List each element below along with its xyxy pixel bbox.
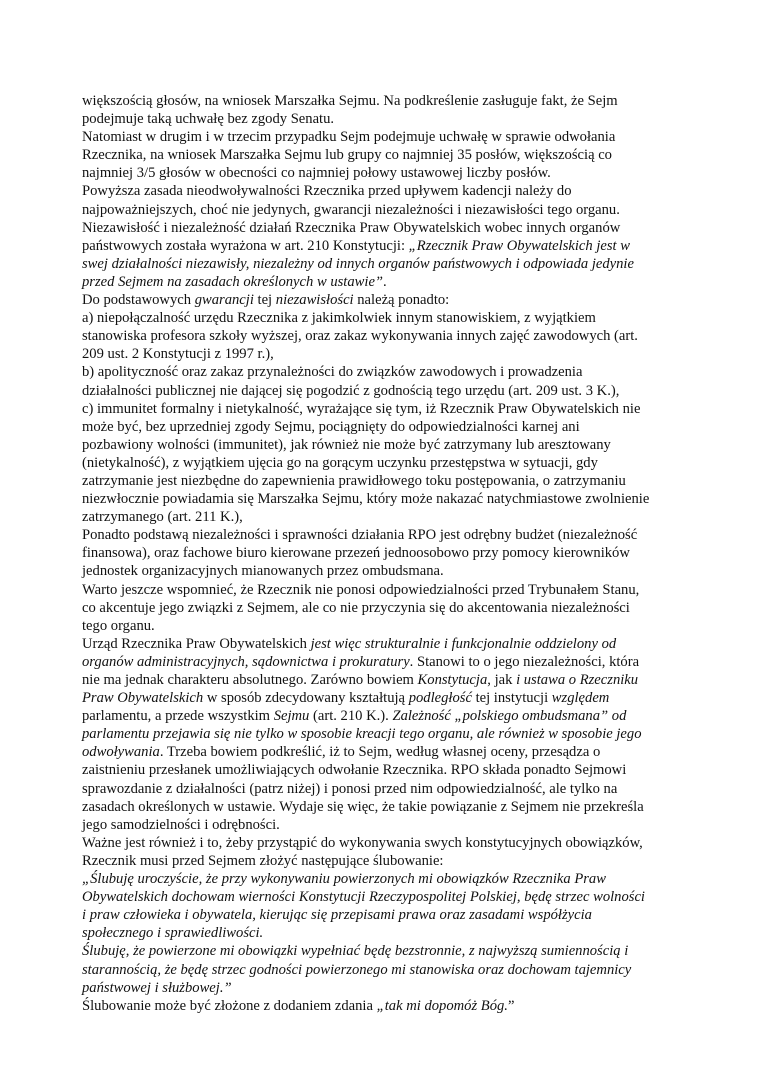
text-line <box>82 906 680 924</box>
text-run: Rzecznik musi przed Sejmem złożyć następujące ślubowanie: <box>82 852 444 869</box>
text-line <box>82 128 680 146</box>
text-run: tego organu. <box>82 617 155 634</box>
text-run: Ślubowanie może być złożone z dodaniem zdania <box>82 997 377 1014</box>
text-run: Rzecznika, na wniosek Marszałka Sejmu lub grupy co najmniej 35 posłów, większością co <box>82 147 612 164</box>
text-run: Powyższa zasada nieodwoływalności Rzecznika przed upływem kadencji należy do <box>82 183 572 200</box>
text-run: . Trzeba bowiem podkreślić, iż to Sejm, według własnej oceny, przesądza o <box>159 744 601 761</box>
text-run: zatrzymanego (art. 211 K.), <box>82 509 243 526</box>
text-line <box>82 273 680 291</box>
italic-text-run: jest więc strukturalnie i funkcjonalnie oddzielony od <box>310 635 617 652</box>
text-run: tej instytucji <box>471 690 552 707</box>
italic-text-run: swej działalności niezawisły, niezależny od innych organów państwowych i odpowiada jedynie <box>82 255 634 272</box>
text-line <box>82 110 680 128</box>
italic-text-run: podległość <box>408 690 472 707</box>
text-run: zatrzymanie jest niezbędne do zapewnienia prawidłowego toku postępowania, o zatrzymaniu <box>82 472 626 489</box>
text-run: 209 ust. 2 Konstytucji z 1997 r.), <box>82 346 274 363</box>
text-run: pozbawiony wolności (immunitet), jak również nie może być zatrzymany lub aresztowany <box>82 436 611 453</box>
text-line <box>82 562 680 580</box>
text-line <box>82 852 680 870</box>
text-line <box>82 182 680 200</box>
text-line <box>82 327 680 345</box>
text-run: należą ponadto: <box>353 292 450 309</box>
text-line <box>82 997 680 1015</box>
text-run: b) apolityczność oraz zakaz przynależności do związków zawodowych i prowadzenia <box>82 364 583 381</box>
italic-text-run: Obywatelskich dochowam wierności Konstytucji Rzeczypospolitej Polskiej, będę strzec wolności <box>82 889 645 906</box>
text-run: Do podstawowych <box>82 292 195 309</box>
text-line <box>82 472 680 490</box>
italic-text-run: „tak mi dopomóż Bóg. <box>376 997 508 1014</box>
text-line <box>82 291 680 309</box>
text-run: tej <box>253 292 276 309</box>
text-run: co akcentuje jego związki z Sejmem, ale co nie przyczynia się do akcentowania niezależności <box>82 599 630 616</box>
text-run: najmniej 3/5 głosów w obecności co najmniej połowy ustawowej liczby posłów. <box>82 165 551 182</box>
text-line <box>82 255 680 273</box>
text-line <box>82 761 680 779</box>
text-line <box>82 454 680 472</box>
text-run: nie ma jednak charakteru absolutnego. Zarówno bowiem <box>82 672 418 688</box>
text-line <box>82 309 680 327</box>
text-line <box>82 816 680 834</box>
text-line <box>82 942 680 960</box>
italic-text-run: Sejmu <box>273 708 310 725</box>
text-line <box>82 363 680 381</box>
text-line <box>82 544 680 562</box>
text-run: jego samodzielności i odrębności. <box>82 816 280 833</box>
text-run: . Stanowi to o jego niezależności, która <box>409 653 640 670</box>
text-line <box>82 400 680 418</box>
text-line <box>82 924 680 942</box>
text-run: w sposób zdecydowany kształtują <box>203 690 409 707</box>
text-line <box>82 671 680 689</box>
text-run: zasadach określonych w ustawie. Wydaje się więc, że takie powiązanie z Sejmem nie przekreśla <box>82 798 644 815</box>
text-line <box>82 146 680 164</box>
text-line <box>82 653 680 671</box>
text-run: ” <box>507 997 515 1014</box>
text-run: Natomiast w drugim i w trzecim przypadku Sejm podejmuje uchwałę w sprawie odwołania <box>82 129 616 146</box>
italic-text-run: „Ślubuję uroczyście, że przy wykonywaniu powierzonych mi obowiązków Rzecznika Praw <box>82 871 606 888</box>
text-line <box>82 707 680 725</box>
text-line <box>82 617 680 635</box>
text-line <box>82 834 680 852</box>
text-run: Warto jeszcze wspomnieć, że Rzecznik nie ponosi odpowiedzialności przed Trybunałem Stanu, <box>82 581 640 598</box>
italic-text-run: starannością, że będę strzec godności powierzonego mi stanowiska oraz dochowam tajemnicy <box>82 961 632 978</box>
text-run: działalności publicznej nie dającej się pogodzić z godnością tego urzędu (art. 209 ust. 3 K.), <box>82 382 620 399</box>
italic-text-run: i ustawa o Rzeczniku <box>516 672 639 688</box>
text-line <box>82 888 680 906</box>
text-line <box>82 508 680 526</box>
text-line <box>82 798 680 816</box>
text-run: c) immunitet formalny i nietykalność, wyrażające się tym, iż Rzecznik Praw Obywatelskich nie <box>82 400 641 417</box>
text-run: Ważne jest również i to, żeby przystąpić do wykonywania swych konstytucyjnych obowiązków, <box>82 834 643 851</box>
text-run: Urząd Rzecznika Praw Obywatelskich <box>82 635 311 652</box>
italic-text-run: i praw człowieka i obywatela, kierując się przepisami prawa oraz zasadami współżycia <box>82 907 592 924</box>
text-run: jednostek organizacyjnych mianowanych przez ombudsmana. <box>82 563 444 580</box>
text-run: większością głosów, na wniosek Marszałka Sejmu. Na podkreślenie zasługuje fakt, że Sejm <box>82 93 618 109</box>
text-line <box>82 689 680 707</box>
document-page <box>82 92 680 1015</box>
text-line <box>82 780 680 798</box>
text-run: sprawozdanie z działalności (patrz niżej) i ponosi przed nim odpowiedzialność, ale tylko na <box>82 780 618 797</box>
italic-text-run: gwarancji <box>194 292 254 309</box>
text-line <box>82 635 680 653</box>
italic-text-run: „Rzecznik Praw Obywatelskich jest w <box>408 237 630 254</box>
text-run: a) niepołączalność urzędu Rzecznika z jakimkolwiek innym stanowiskiem, z wyjątkiem <box>82 310 596 327</box>
text-line <box>82 581 680 599</box>
italic-text-run: niezawisłości <box>275 292 354 309</box>
italic-text-run: Ślubuję, że powierzone mi obowiązki wypełniać będę bezstronnie, z najwyższą sumiennością i <box>82 943 629 960</box>
italic-text-run: państwowej i służbowej.” <box>82 979 232 996</box>
text-line <box>82 490 680 508</box>
text-line <box>82 237 680 255</box>
text-line <box>82 382 680 400</box>
text-run: parlamentu, a przede wszystkim <box>82 708 274 725</box>
text-line <box>82 743 680 761</box>
italic-text-run: parlamentu przejawia się nie tylko w sposobie kreacji tego organu, ale również w sposobie jego <box>82 726 642 743</box>
text-run: niezwłocznie powiadamia się Marszałka Sejmu, który może nakazać natychmiastowe zwolnienie <box>82 491 650 508</box>
text-line <box>82 436 680 454</box>
text-run: podejmuje taką uchwałę bez zgody Senatu. <box>82 111 335 128</box>
text-run: państwowych została wyrażona w art. 210 Konstytucji: <box>82 237 409 254</box>
italic-text-run: Praw Obywatelskich <box>82 690 204 707</box>
italic-text-run: przed Sejmem na zasadach określonych w ustawie” <box>82 273 384 290</box>
text-run: Ponadto podstawą niezależności i sprawności działania RPO jest odrębny budżet (niezależność <box>82 527 638 544</box>
text-line <box>82 599 680 617</box>
text-line <box>82 418 680 436</box>
italic-text-run: społecznego i sprawiedliwości. <box>82 925 264 942</box>
italic-text-run: organów administracyjnych, sądownictwa i prokuratury <box>82 653 410 670</box>
text-line <box>82 979 680 997</box>
text-run: stanowiska profesora szkoły wyższej, oraz zakaz wykonywania innych zajęć zawodowych (art. <box>82 328 638 345</box>
text-run: zaistnieniu przesłanek umożliwiających odwołanie Rzecznika. RPO składa ponadto Sejmowi <box>82 762 627 779</box>
text-line <box>82 164 680 182</box>
text-line <box>82 961 680 979</box>
text-run: , jak <box>487 672 517 688</box>
text-line <box>82 92 680 110</box>
italic-text-run: Konstytucja <box>417 672 488 688</box>
italic-text-run: względem <box>551 690 610 707</box>
text-line <box>82 219 680 237</box>
text-run: . <box>383 273 387 290</box>
text-line <box>82 870 680 888</box>
text-line <box>82 725 680 743</box>
text-line <box>82 345 680 363</box>
text-run: Niezawisłość i niezależność działań Rzecznika Praw Obywatelskich wobec innych organów <box>82 219 621 236</box>
italic-text-run: Zależność „polskiego ombudsmana” od <box>392 708 627 725</box>
text-run: finansowa), oraz fachowe biuro kierowane przezeń jednoosobowo przy pomocy kierowników <box>82 545 630 562</box>
italic-text-run: odwoływania <box>82 744 160 761</box>
text-run: najpoważniejszych, choć nie jedynych, gwarancji niezależności i niezawisłości tego organu. <box>82 201 620 218</box>
text-run: (art. 210 K.). <box>309 708 393 725</box>
text-line <box>82 201 680 219</box>
text-run: (nietykalność), z wyjątkiem ujęcia go na gorącym uczynku przestępstwa w sytuacji, gdy <box>82 454 598 471</box>
text-line <box>82 526 680 544</box>
text-run: może być, bez uprzedniej zgody Sejmu, pociągnięty do odpowiedzialności karnej ani <box>82 418 580 435</box>
